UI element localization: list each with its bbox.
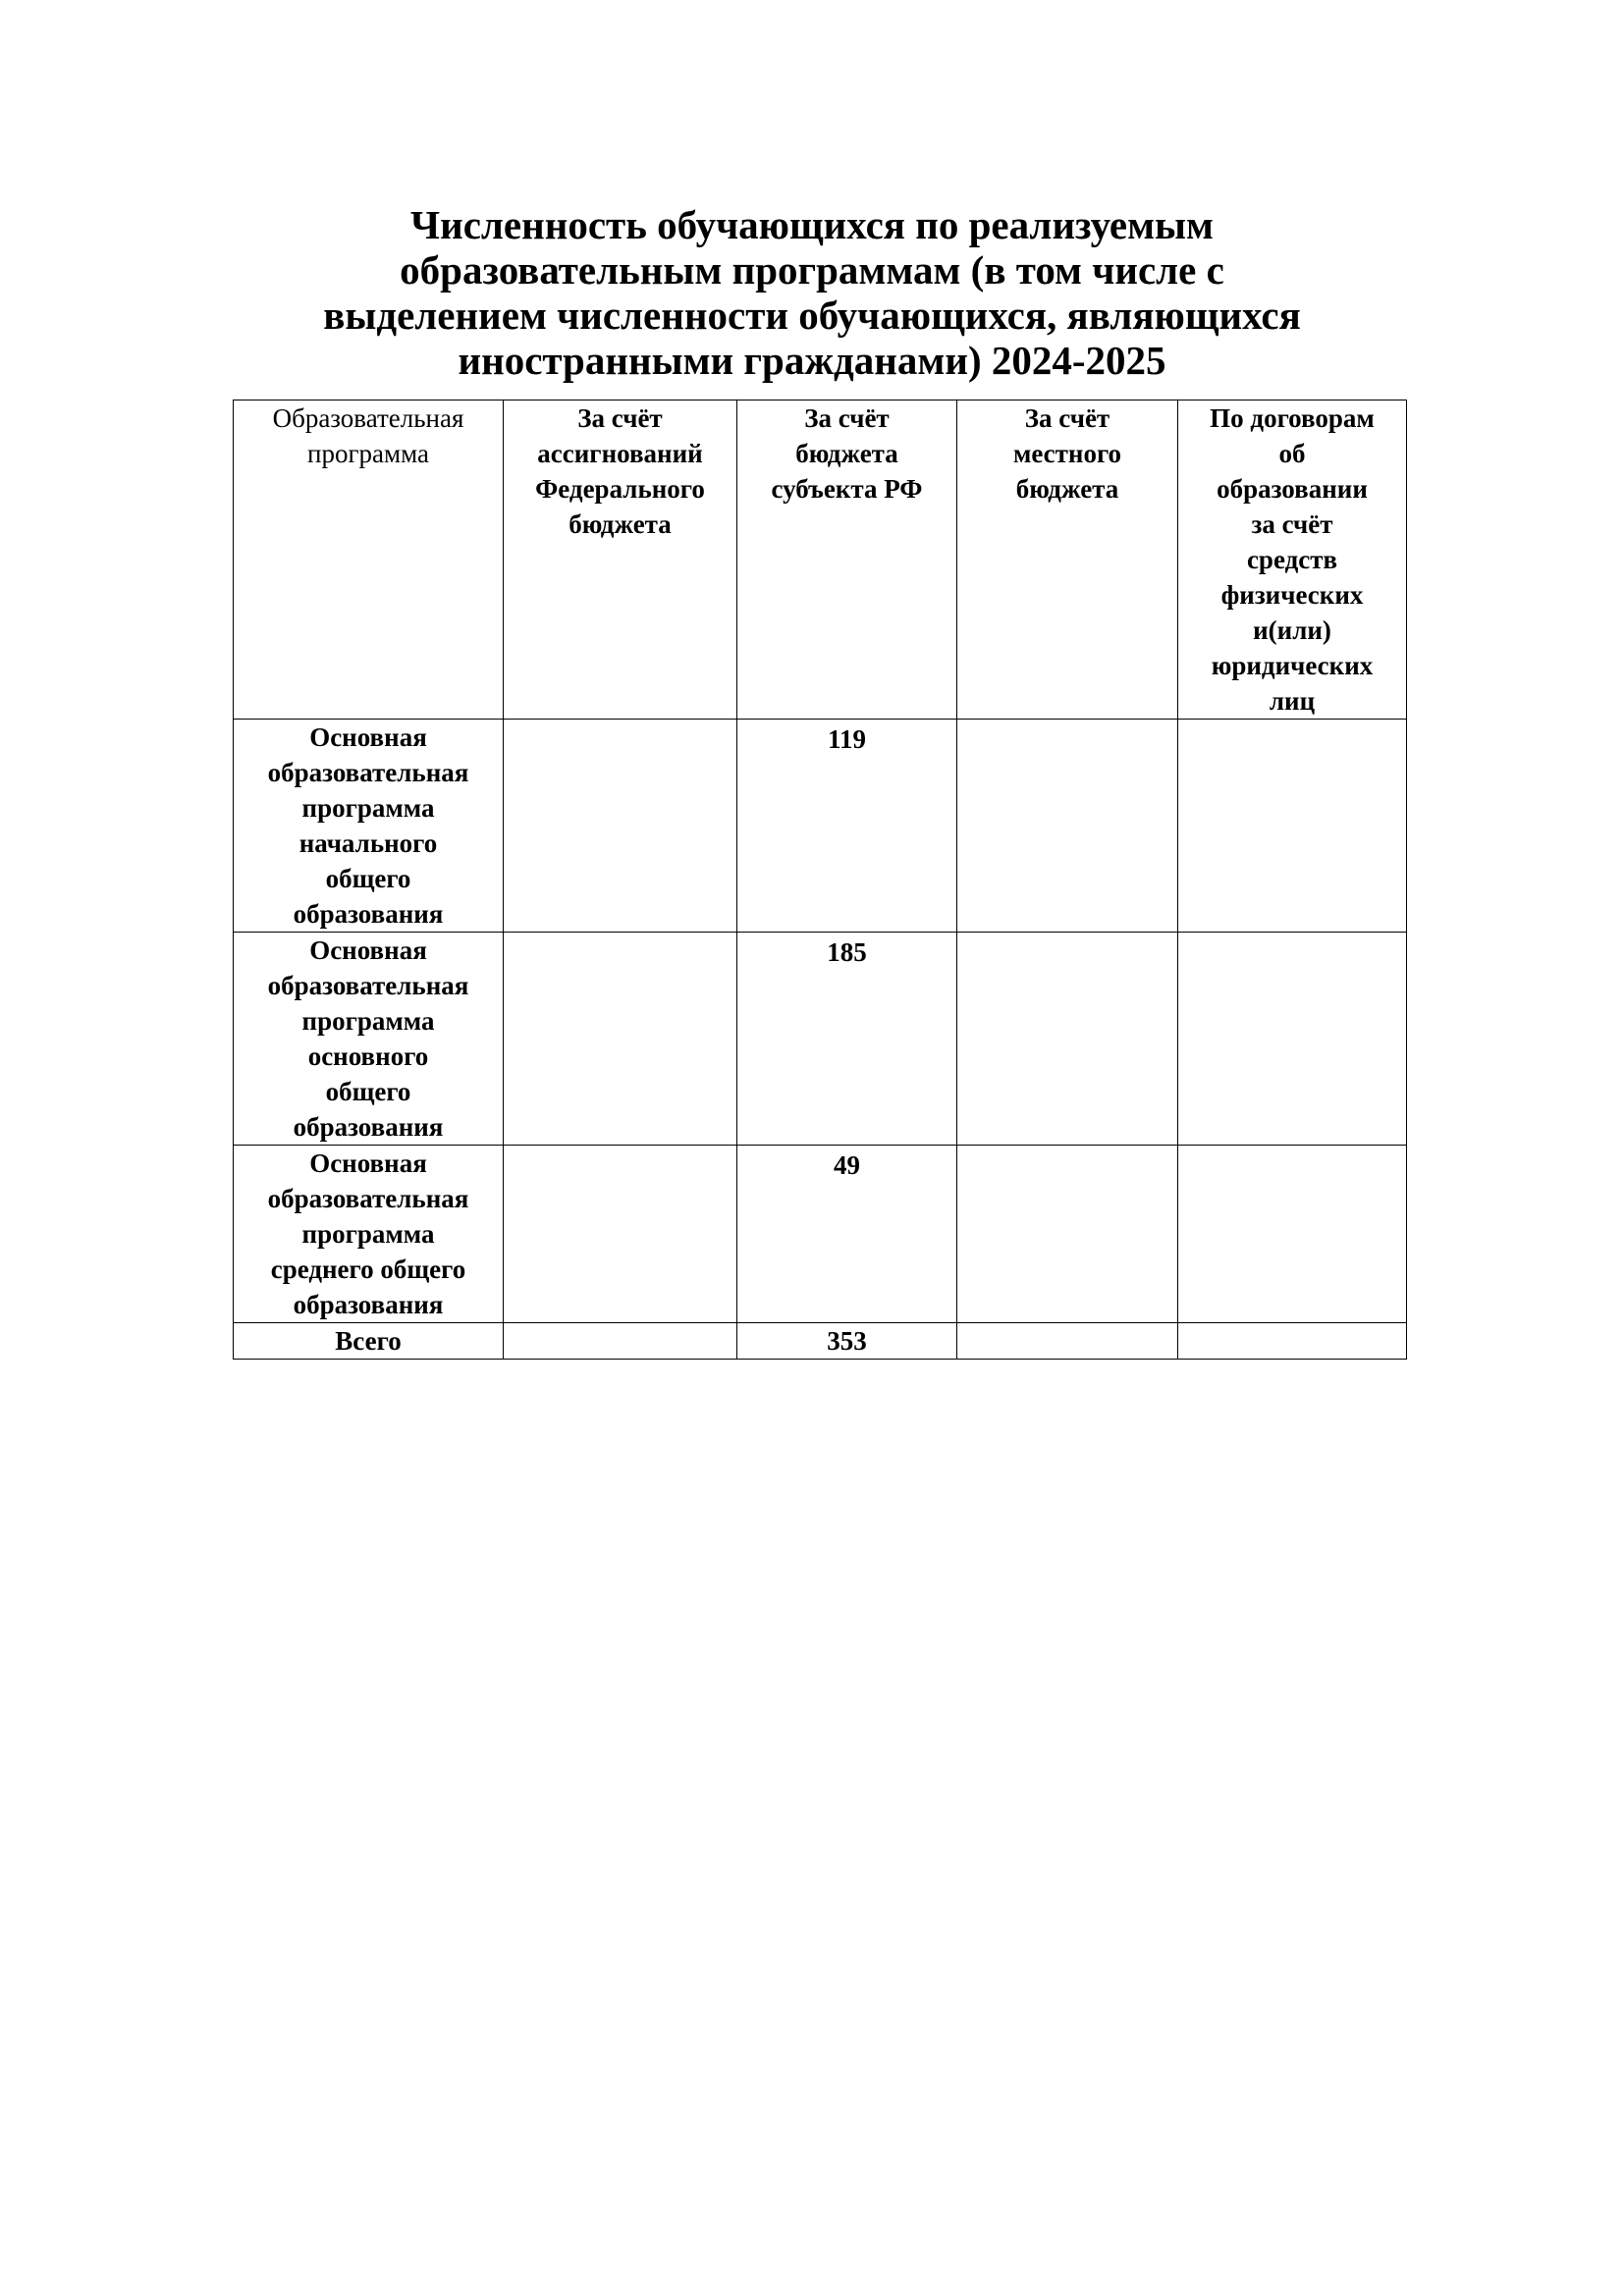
regional-value-cell: 49: [737, 1146, 957, 1323]
table-total-row: [234, 1323, 1407, 1360]
local-value-cell: [957, 720, 1178, 933]
program-cell: Основная образовательная программа среднего общего образования: [234, 1146, 504, 1323]
federal-value-cell: [504, 933, 737, 1146]
title-line: выделением численности обучающихся, являющихся: [323, 293, 1301, 338]
program-cell: Основная образовательная программа начального общего образования: [234, 720, 504, 933]
federal-value-cell: [504, 720, 737, 933]
total-label-cell: Всего: [234, 1323, 504, 1360]
contracts-total-cell: [1178, 1323, 1407, 1360]
students-table: [233, 400, 1407, 1360]
title-line: Численность обучающихся по реализуемым: [410, 202, 1214, 247]
header-federal-budget: За счёт ассигнований Федерального бюджета: [504, 400, 737, 720]
page-title: [196, 202, 1428, 383]
federal-value-cell: [504, 1146, 737, 1323]
contracts-value-cell: [1178, 933, 1407, 1146]
title-line: иностранными гражданами) 2024-2025: [458, 338, 1166, 383]
contracts-value-cell: [1178, 720, 1407, 933]
federal-total-cell: [504, 1323, 737, 1360]
header-regional-budget: За счёт бюджета субъекта РФ: [737, 400, 957, 720]
regional-total-cell: 353: [737, 1323, 957, 1360]
header-local-budget: За счёт местного бюджета: [957, 400, 1178, 720]
local-value-cell: [957, 1146, 1178, 1323]
title-line: образовательным программам (в том числе с: [400, 247, 1224, 293]
table-row: [234, 720, 1407, 933]
local-value-cell: [957, 933, 1178, 1146]
header-contracts: По договорам об образовании за счёт средств физических и(или) юридических лиц: [1178, 400, 1407, 720]
local-total-cell: [957, 1323, 1178, 1360]
regional-value-cell: 185: [737, 933, 957, 1146]
table-header-row: [234, 400, 1407, 720]
header-program: Образовательная программа: [234, 400, 504, 720]
contracts-value-cell: [1178, 1146, 1407, 1323]
regional-value-cell: 119: [737, 720, 957, 933]
table-row: [234, 933, 1407, 1146]
program-cell: Основная образовательная программа основного общего образования: [234, 933, 504, 1146]
table-row: [234, 1146, 1407, 1323]
